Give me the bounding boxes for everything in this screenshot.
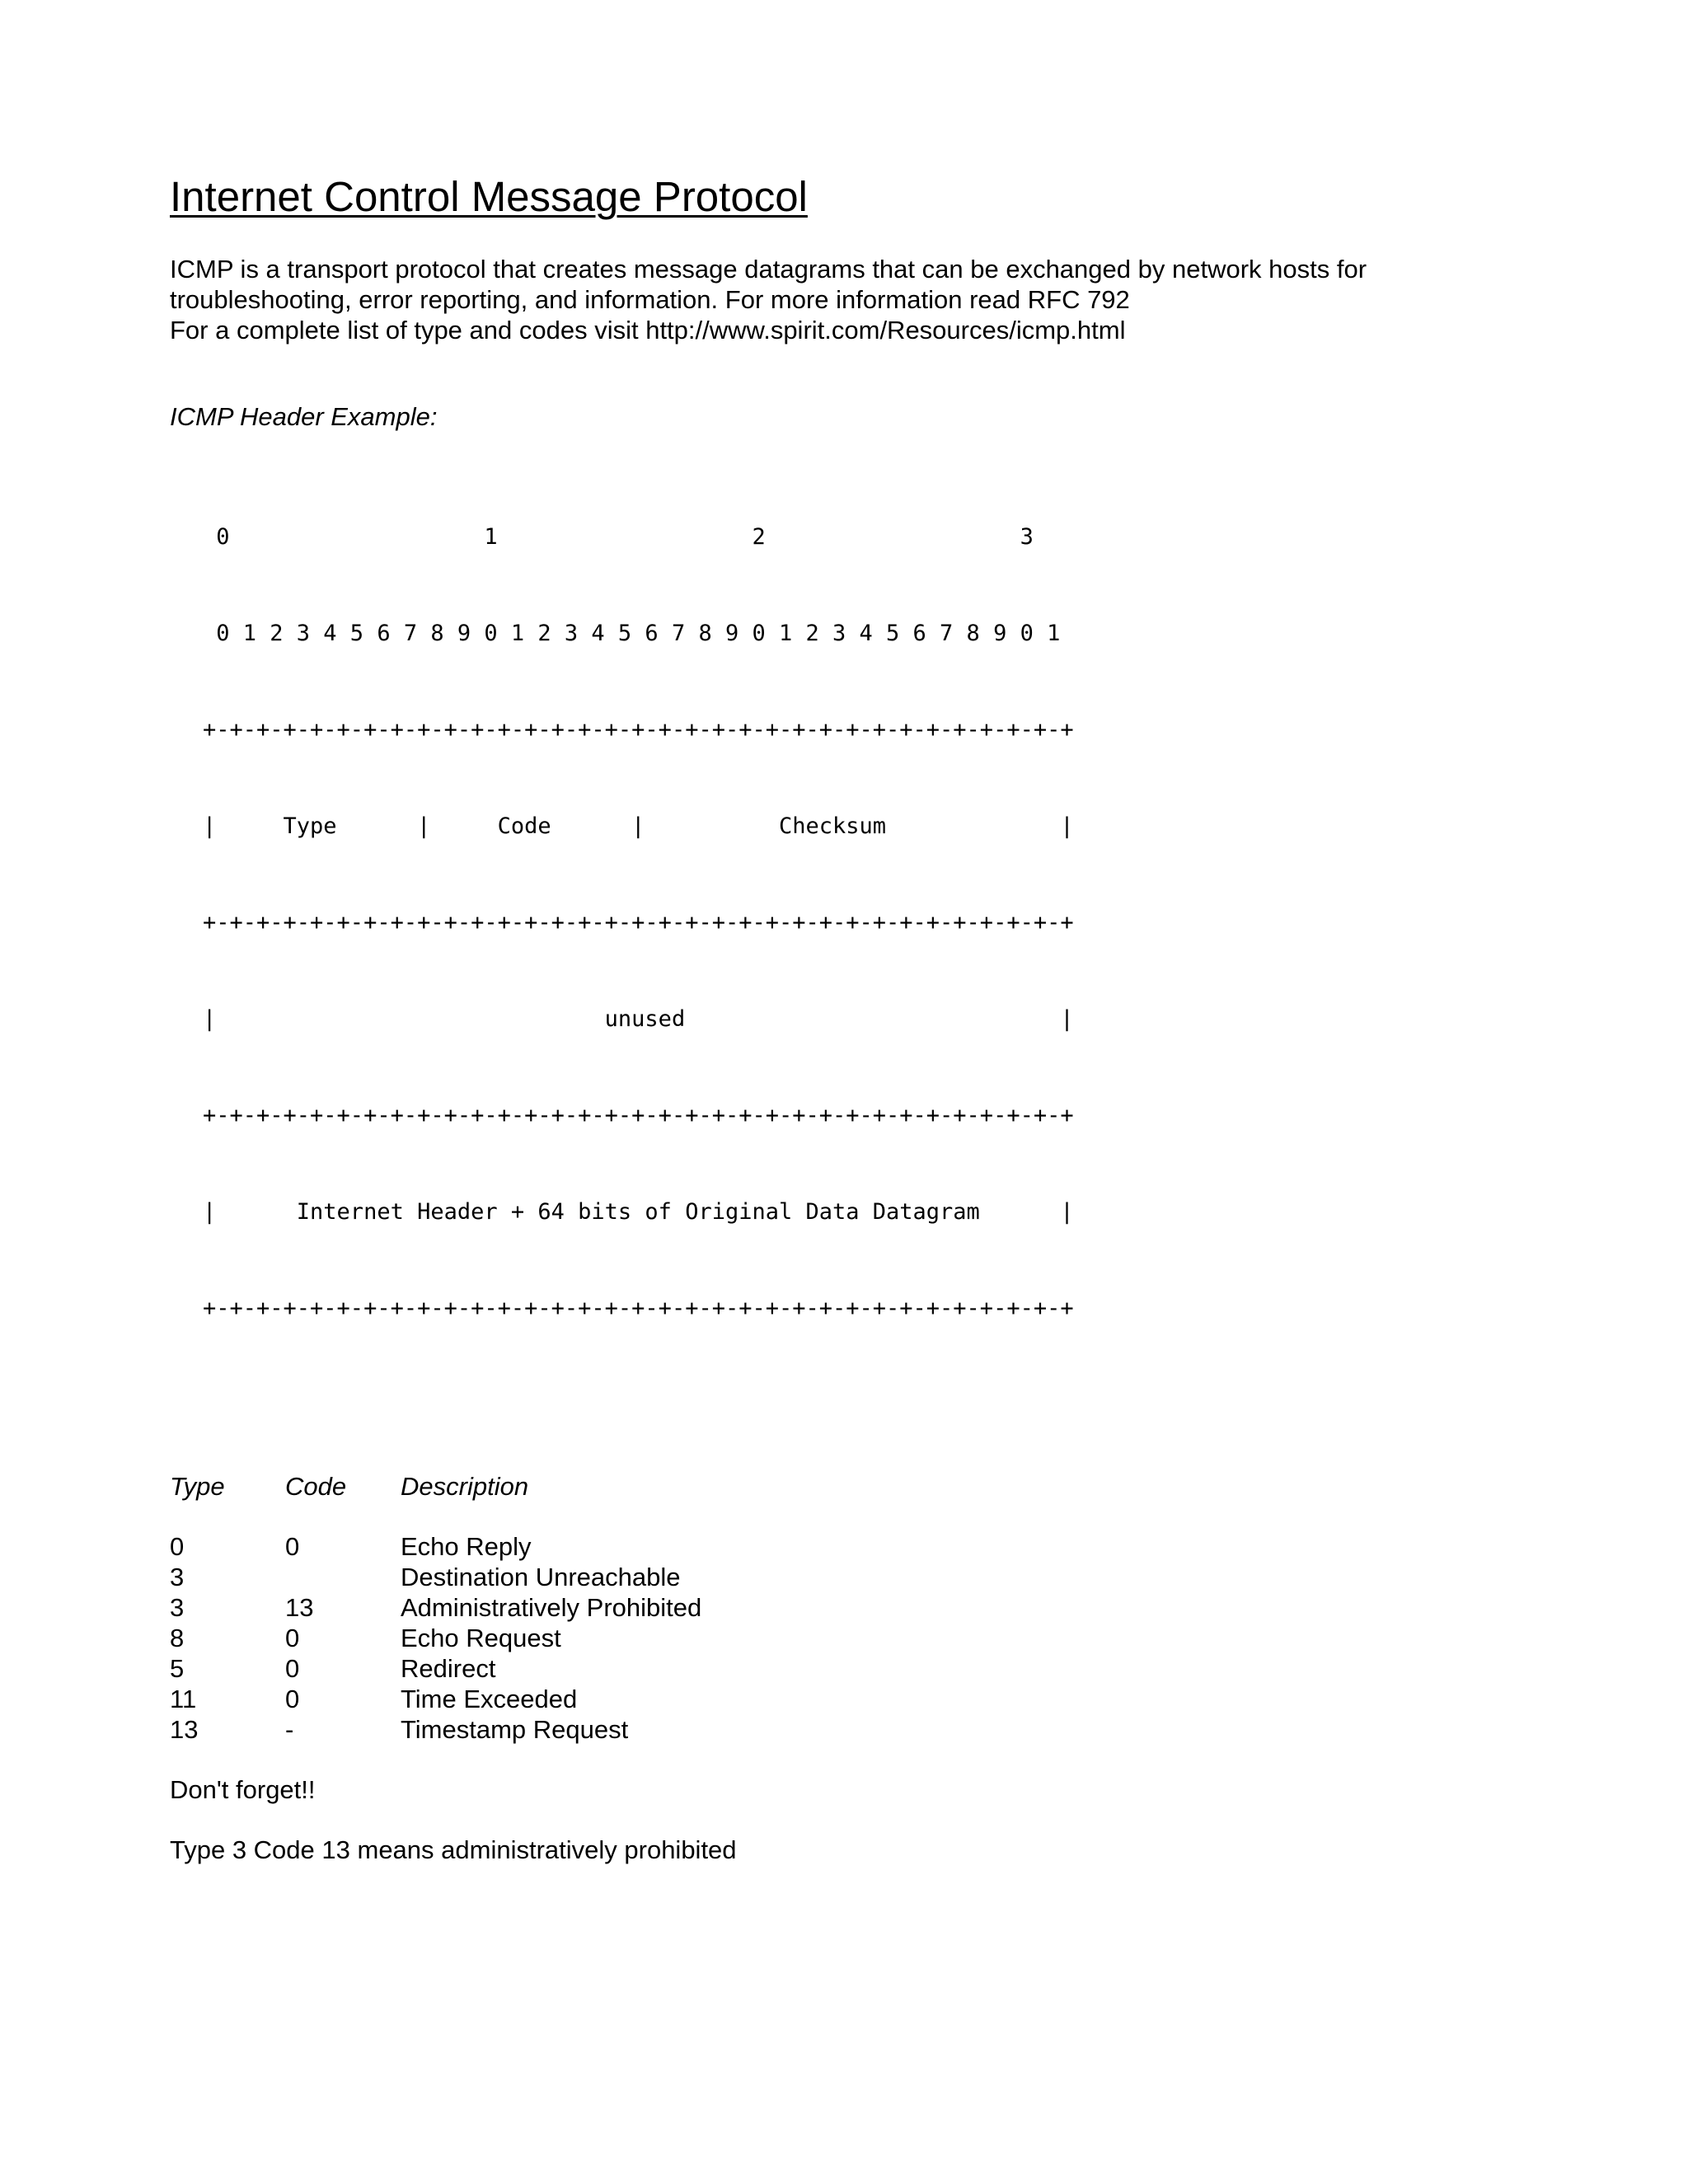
intro-paragraph xyxy=(170,254,1530,345)
intro-line: ICMP is a transport protocol that creates message datagrams that can be exchanged by network hosts for xyxy=(170,255,1367,284)
cell-code: 0 xyxy=(285,1532,300,1561)
cell-code: 0 xyxy=(285,1654,300,1683)
cell-type: 0 xyxy=(170,1532,185,1561)
cell-description: Echo Request xyxy=(401,1624,561,1652)
cell-code: 0 xyxy=(285,1685,300,1713)
reminder-note: Don't forget!! xyxy=(170,1775,316,1804)
cell-type: 11 xyxy=(170,1685,197,1713)
table-row xyxy=(170,1653,1530,1684)
cell-type: 3 xyxy=(170,1563,185,1591)
cell-code: 13 xyxy=(285,1593,314,1622)
diagram-line: 0 1 2 3 xyxy=(203,524,1034,550)
table-row xyxy=(170,1684,1530,1714)
cell-type: 13 xyxy=(170,1715,199,1744)
page-title: Internet Control Message Protocol xyxy=(170,173,808,220)
intro-line: For a complete list of type and codes visit http://www.spirit.com/Resources/icmp.html xyxy=(170,316,1126,344)
diagram-line: +-+-+-+-+-+-+-+-+-+-+-+-+-+-+-+-+-+-+-+-+-+-+-+-+-+-+-+-+-+-+-+-+ xyxy=(203,1296,1074,1321)
column-header-type: Type xyxy=(170,1472,225,1501)
cell-type: 8 xyxy=(170,1624,185,1652)
table-row xyxy=(170,1623,1530,1653)
cell-type: 3 xyxy=(170,1593,185,1622)
document-page xyxy=(170,173,1530,1865)
detail-note: Type 3 Code 13 means administratively prohibited xyxy=(170,1835,737,1864)
cell-description: Echo Reply xyxy=(401,1532,532,1561)
icmp-type-table xyxy=(170,1471,1530,1745)
cell-description: Timestamp Request xyxy=(401,1715,629,1744)
column-header-description: Description xyxy=(401,1472,529,1501)
diagram-line: +-+-+-+-+-+-+-+-+-+-+-+-+-+-+-+-+-+-+-+-+-+-+-+-+-+-+-+-+-+-+-+-+ xyxy=(203,717,1074,743)
column-header-code: Code xyxy=(285,1472,347,1501)
diagram-line: +-+-+-+-+-+-+-+-+-+-+-+-+-+-+-+-+-+-+-+-+-+-+-+-+-+-+-+-+-+-+-+-+ xyxy=(203,910,1074,935)
table-row xyxy=(170,1592,1530,1623)
icmp-header-diagram xyxy=(203,457,1530,1389)
cell-description: Redirect xyxy=(401,1654,496,1683)
cell-type: 5 xyxy=(170,1654,185,1683)
cell-description: Time Exceeded xyxy=(401,1685,578,1713)
cell-description: Destination Unreachable xyxy=(401,1563,681,1591)
diagram-line: | Type | Code | Checksum | xyxy=(203,813,1074,839)
cell-code xyxy=(285,1562,401,1592)
header-example-heading: ICMP Header Example: xyxy=(170,402,438,431)
table-row xyxy=(170,1562,1530,1592)
intro-line: troubleshooting, error reporting, and information. For more information read RFC 792 xyxy=(170,285,1130,314)
diagram-line: 0 1 2 3 4 5 6 7 8 9 0 1 2 3 4 5 6 7 8 9 0 1 2 3 4 5 6 7 8 9 0 1 xyxy=(203,621,1061,646)
table-row xyxy=(170,1531,1530,1562)
cell-description: Administratively Prohibited xyxy=(401,1593,702,1622)
table-header-row xyxy=(170,1471,1530,1502)
cell-code: 0 xyxy=(285,1624,300,1652)
cell-code: - xyxy=(285,1715,294,1744)
diagram-line: | unused | xyxy=(203,1006,1074,1032)
diagram-line: | Internet Header + 64 bits of Original Data Datagram | xyxy=(203,1199,1074,1225)
diagram-line: +-+-+-+-+-+-+-+-+-+-+-+-+-+-+-+-+-+-+-+-+-+-+-+-+-+-+-+-+-+-+-+-+ xyxy=(203,1103,1074,1128)
table-row xyxy=(170,1714,1530,1745)
